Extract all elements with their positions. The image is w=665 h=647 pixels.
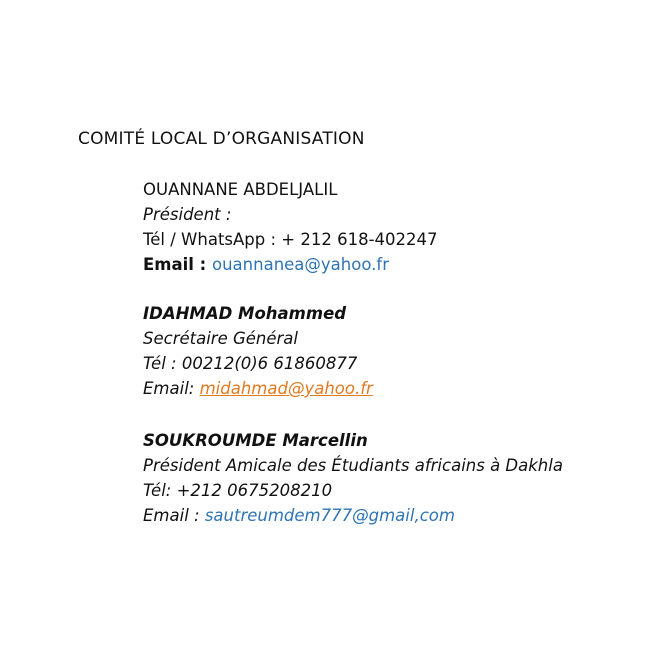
contact-email-line (143, 252, 643, 277)
contact-block-student-association (143, 428, 643, 528)
email-link[interactable]: ouannanea@yahoo.fr (212, 255, 389, 274)
contact-email-line (143, 503, 643, 528)
contact-block-secretary (143, 301, 643, 401)
contact-role: Président : (143, 205, 232, 224)
contact-phone: Tél: +212 0675208210 (143, 481, 333, 500)
contact-name: OUANNANE ABDELJALIL (143, 180, 338, 199)
contact-email-line (143, 376, 643, 401)
email-link[interactable]: sautreumdem777@gmail,com (204, 506, 455, 525)
contact-role: Secrétaire Général (143, 329, 299, 348)
email-label: Email: (143, 379, 200, 398)
email-label: Email : (143, 506, 205, 525)
contact-name: IDAHMAD Mohammed (143, 304, 347, 323)
contact-phone: Tél : 00212(0)6 61860877 (143, 354, 358, 373)
contact-role: Président Amicale des Étudiants africains à Dakhla (143, 456, 563, 475)
page-heading: COMITÉ LOCAL D’ORGANISATION (78, 129, 365, 149)
email-link[interactable]: midahmad@yahoo.fr (199, 379, 373, 398)
contact-block-president (143, 177, 643, 277)
contact-name: SOUKROUMDE Marcellin (143, 431, 368, 450)
contact-phone: Tél / WhatsApp : + 212 618-402247 (143, 230, 438, 249)
email-label: Email : (143, 255, 212, 274)
